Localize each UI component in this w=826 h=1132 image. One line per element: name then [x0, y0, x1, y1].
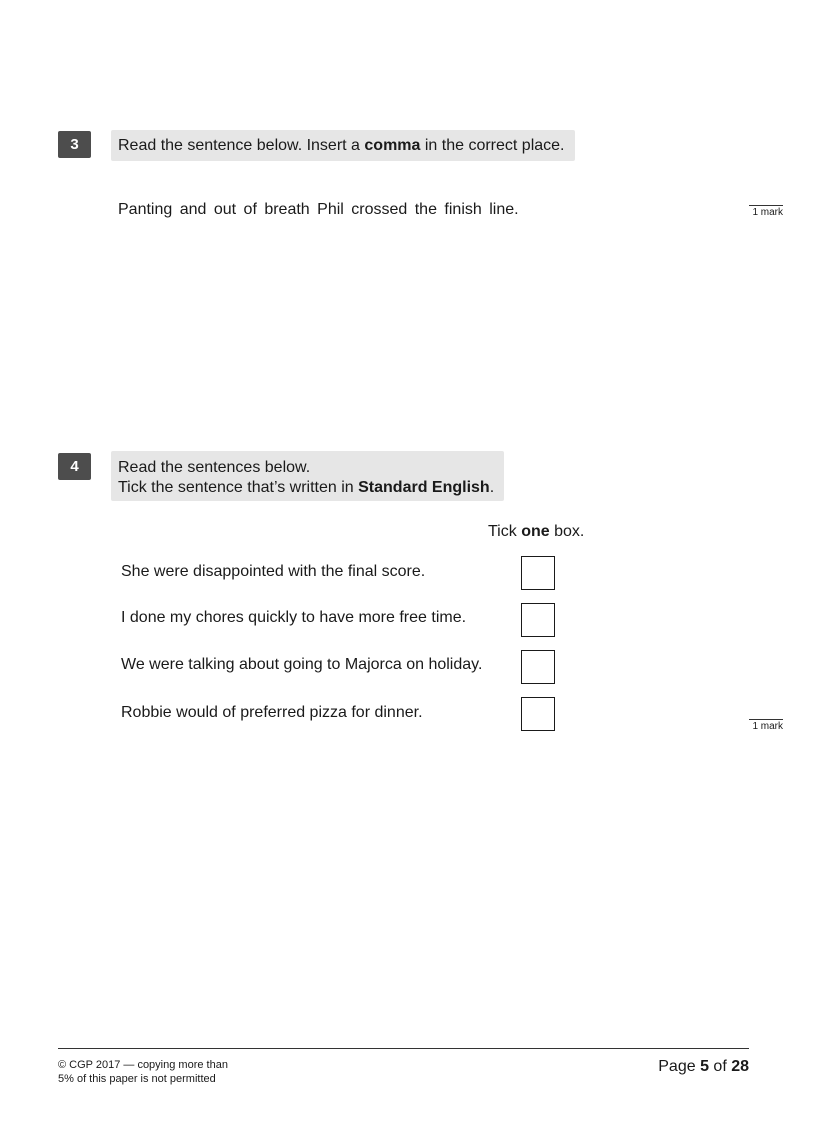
page-number	[658, 1058, 749, 1076]
copyright-line-1: © CGP 2017 — copying more than	[58, 1059, 228, 1071]
question-number-3: 3	[58, 131, 91, 158]
question-4-mark: 1 mark	[749, 719, 783, 732]
page-total: 28	[731, 1058, 749, 1075]
instruction-text: in the correct place.	[420, 137, 565, 154]
option-sentence-4: Robbie would of preferred pizza for dinner.	[121, 704, 423, 721]
instruction-text: Read the sentence below. Insert a	[118, 137, 365, 154]
option-sentence-3: We were talking about going to Majorca on holiday.	[121, 656, 483, 673]
question-3-instruction	[111, 130, 575, 161]
footer-divider	[58, 1048, 749, 1049]
page-current: 5	[700, 1058, 709, 1075]
page-label: Page	[658, 1058, 701, 1075]
option-sentence-2: I done my chores quickly to have more free time.	[121, 609, 467, 626]
tick-box-4[interactable]	[521, 697, 555, 731]
prompt-keyword: one	[521, 523, 550, 540]
prompt-text: box.	[549, 523, 585, 540]
page-of: of	[708, 1058, 732, 1075]
tick-one-box-prompt	[488, 523, 584, 541]
tick-box-3[interactable]	[521, 650, 555, 684]
question-4-instruction	[111, 451, 504, 501]
instruction-line-2	[118, 478, 494, 498]
question-3-sentence: Panting and out of breath Phil crossed the finish line.	[118, 201, 519, 218]
option-sentence-1: She were disappointed with the final score.	[121, 563, 426, 580]
copyright-line-2: 5% of this paper is not permitted	[58, 1073, 216, 1085]
copyright-notice	[58, 1058, 228, 1086]
instruction-keyword: comma	[364, 137, 421, 154]
question-3-mark: 1 mark	[749, 205, 783, 218]
tick-box-1[interactable]	[521, 556, 555, 590]
instruction-text: Tick the sentence that’s written in	[118, 479, 359, 496]
instruction-line-1: Read the sentences below.	[118, 459, 311, 476]
instruction-text: .	[489, 479, 495, 496]
question-number-4: 4	[58, 453, 91, 480]
prompt-text: Tick	[488, 523, 522, 540]
tick-box-2[interactable]	[521, 603, 555, 637]
instruction-keyword: Standard English	[358, 479, 490, 496]
